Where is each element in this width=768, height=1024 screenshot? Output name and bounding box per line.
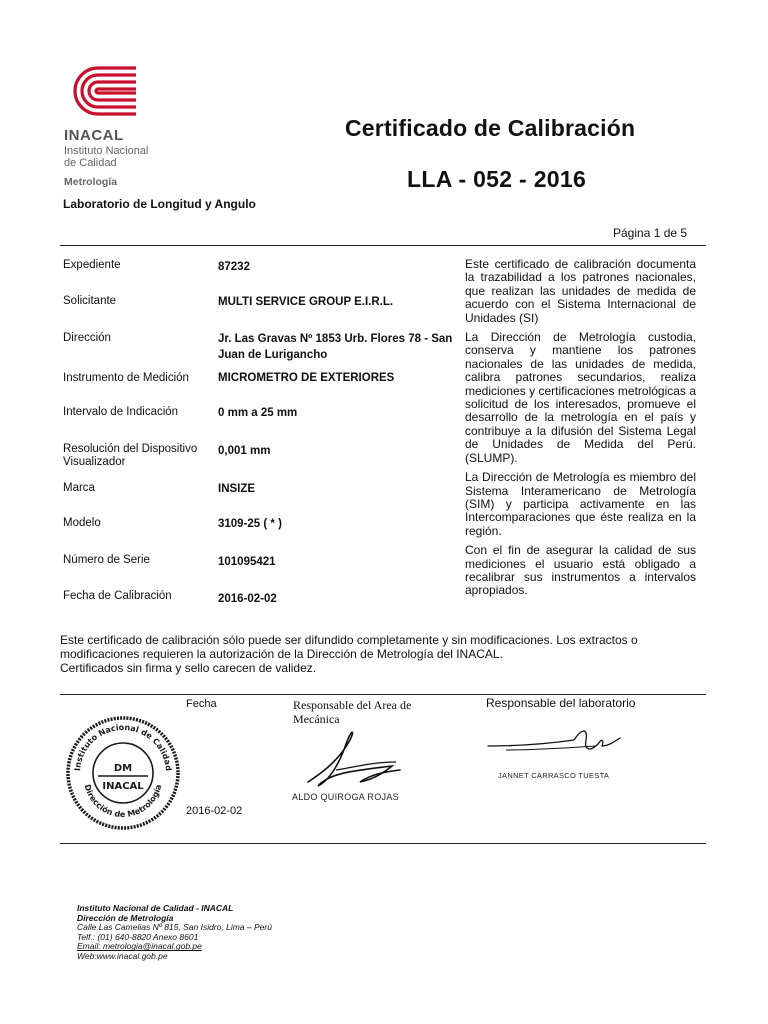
lab-responsible-name: JANNET CARRASCO TUESTA [498,771,610,780]
seal-ring-bottom-text: Dirección de Metrología [82,783,164,820]
org-acronym: INACAL [64,127,124,144]
certificate-title: Certificado de Calibración [345,115,636,141]
footer-phone: Telf.: (01) 640-8820 Anexo 8601 [77,931,199,942]
area-responsible-signature [300,722,410,792]
field-value-expediente: 87232 [218,261,250,273]
field-value-fecha-calibracion: 2016-02-02 [218,593,277,605]
field-label-modelo: Modelo [63,517,101,529]
org-name-line2: de Calidad [64,157,117,169]
field-value-instrumento: MICROMETRO DE EXTERIORES [218,372,395,384]
footer-contact [77,904,272,962]
field-label-intervalo: Intervalo de Indicación [63,406,179,418]
field-label-direccion: Dirección [63,332,111,344]
field-value-intervalo: 0 mm a 25 mm [218,407,298,419]
signature-bottom-divider [60,843,706,844]
info-paragraph-traceability: Este certificado de calibración documenta la trazabilidad a los patrones nacionales, que realizan las unidades de medida de acuerdo con el Sistema Internacional de Unidades (SI) [465,257,696,325]
org-name-line1: Instituto Nacional [64,145,149,157]
page-indicator: Página 1 de 5 [613,226,688,240]
footer-institution: Instituto Nacional de Calidad - INACAL [77,903,234,913]
seal-center-top: DM [113,763,133,774]
field-label-instrumento: Instrumento de Medición [63,372,189,384]
field-label-serie: Número de Serie [63,554,150,566]
header-divider [60,245,706,246]
seal-ring-top-text: Instituto Nacional de Calidad [73,722,174,772]
seal-center-bottom: INACAL [102,781,144,792]
area-responsible-name: ALDO QUIROGA ROJAS [292,792,399,802]
footer-department: Dirección de Metrología [77,912,174,923]
laboratory-name: Laboratorio de Longitud y Angulo [63,197,256,211]
area-responsible-header: Responsable del Area de Mecánica [293,698,412,726]
org-unit: Metrología [64,176,118,188]
field-value-solicitante: MULTI SERVICE GROUP E.I.R.L. [218,296,394,308]
field-label-marca: Marca [63,482,95,494]
validity-notice [60,633,705,675]
footer-email[interactable]: Email: metrologia@inacal.gob.pe [77,941,202,952]
lab-responsible-signature [486,724,626,764]
signature-date: 2016-02-02 [186,805,243,817]
notice-line1: Este certificado de calibración sólo puede ser difundido completamente y sin modificaciones. Los extractos o [60,633,638,647]
info-paragraph-custody: La Dirección de Metrología custodia, conserva y mantiene los patrones nacionales de las unidades de medida, calibra patrones secundarios, realiza mediciones y certificaciones metrológicas a solicitud de los interesados, promueve el desarrollo de la metrología en el país y contribuye a la difusión del Sistema Legal de Unidades de Medida del Perú. (SLUMP). [465,330,696,465]
info-paragraph-recalibration: Con el fin de asegurar la calidad de sus mediciones el usuario está obligado a recalibrar sus instrumentos a intervalos apropiados. [465,543,696,598]
field-value-modelo: 3109-25 ( * ) [218,518,282,530]
field-label-solicitante: Solicitante [63,295,117,307]
field-label-expediente: Expediente [63,259,121,271]
footer-website[interactable]: Web:www.inacal.gob.pe [77,950,168,961]
certificate-number: LLA - 052 - 2016 [407,166,587,192]
date-header: Fecha [186,698,217,710]
official-seal [64,714,182,832]
org-full-name [64,145,174,169]
field-label-fecha-calibracion: Fecha de Calibración [63,590,172,602]
footer-address: Calle Las Camelias Nº 815, San Isidro, Lima – Perú [77,922,272,933]
info-paragraph-sim: La Dirección de Metrología es miembro del Sistema Interamericano de Metrología (SIM) y participa activamente en las Intercomparaciones que éste realiza en la región. [465,470,696,538]
inacal-logo [58,60,138,122]
field-value-marca: INSIZE [218,483,256,495]
lab-responsible-header: Responsable del laboratorio [486,696,636,710]
notice-line3: Certificados sin firma y sello carecen de validez. [60,661,317,675]
field-value-serie: 101095421 [218,556,276,568]
field-label-resolucion: Resolución del Dispositivo Visualizador [63,443,198,468]
field-value-direccion: Jr. Las Gravas Nº 1853 Urb. Flores 78 - San Juan de Lurigancho [218,333,453,361]
signature-top-divider [60,694,706,695]
field-value-resolucion: 0,001 mm [218,445,271,457]
info-column [465,258,696,604]
notice-line2: modificaciones requieren la autorización de la Dirección de Metrología del INACAL. [60,647,503,661]
